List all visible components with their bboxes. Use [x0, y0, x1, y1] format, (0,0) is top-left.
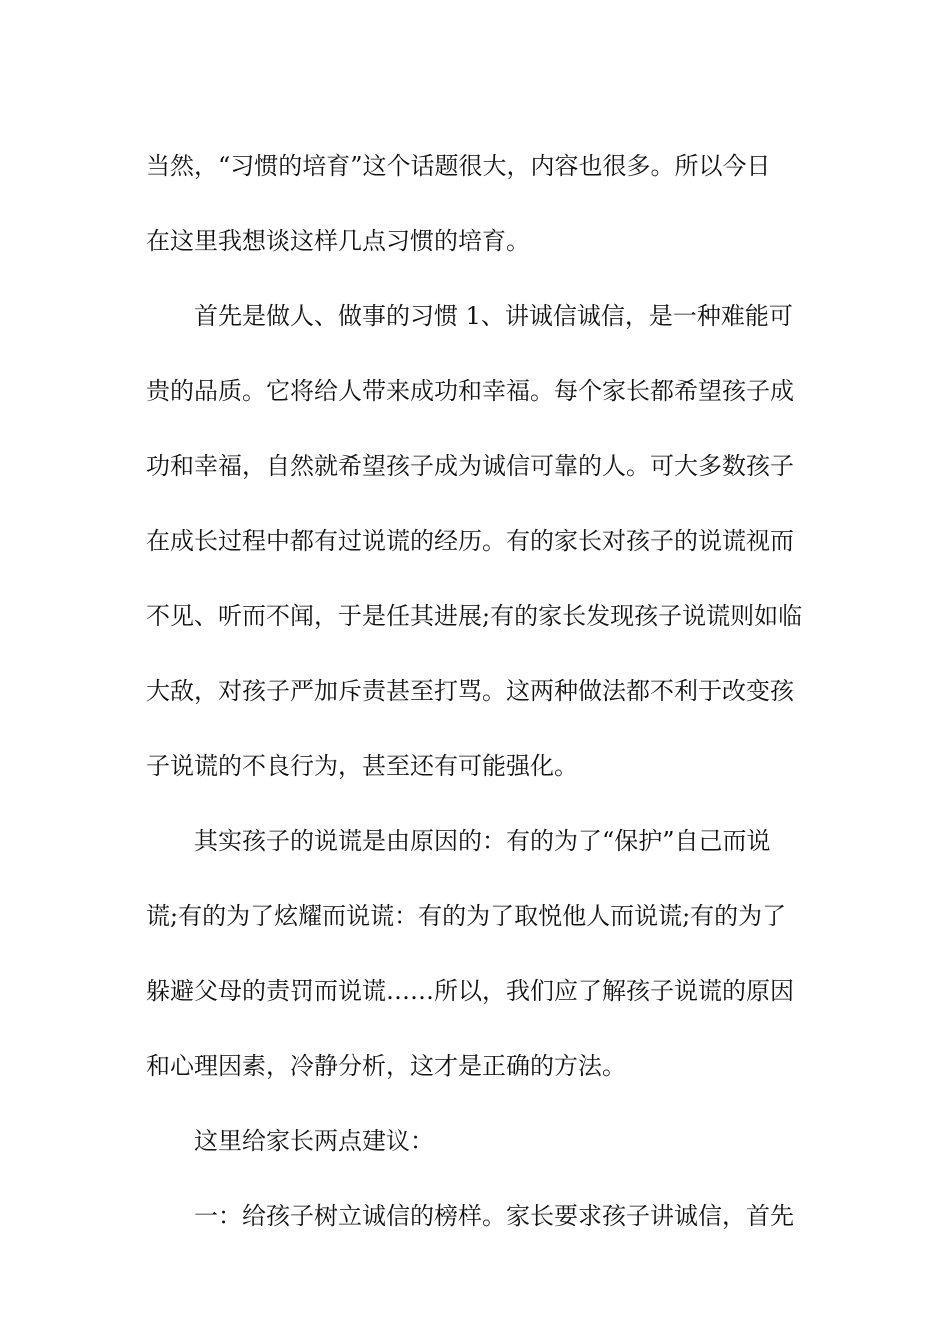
text-line: 不见、听而不闻，于是任其进展;有的家长发现孩子说谎则如临: [146, 602, 803, 630]
text-line: 首先是做人、做事的习惯 1、讲诚信诚信，是一种难能可: [194, 302, 793, 330]
text-line: 在这里我想谈这样几点习惯的培育。: [146, 227, 530, 255]
text-line: 谎;有的为了炫耀而说谎：有的为了取悦他人而说谎;有的为了: [146, 902, 787, 930]
text-line: 一：给孩子树立诚信的榜样。家长要求孩子讲诚信，首先: [194, 1202, 794, 1230]
text-line: 子说谎的不良行为，甚至还有可能强化。: [146, 752, 578, 780]
text-line: 在成长过程中都有过说谎的经历。有的家长对孩子的说谎视而: [146, 527, 794, 555]
text-line: 功和幸福，自然就希望孩子成为诚信可靠的人。可大多数孩子: [146, 452, 794, 480]
document-body: [146, 129, 806, 1254]
text-line: 这里给家长两点建议：: [194, 1127, 434, 1155]
text-line: 其实孩子的说谎是由原因的：有的为了“保护”自己而说: [194, 827, 771, 855]
text-line: 和心理因素，冷静分析，这才是正确的方法。: [146, 1052, 626, 1080]
text-line: 大敌，对孩子严加斥责甚至打骂。这两种做法都不利于改变孩: [146, 677, 794, 705]
text-line: 躲避父母的责罚而说谎……所以，我们应了解孩子说谎的原因: [146, 977, 794, 1005]
text-line: 当然，“习惯的培育”这个话题很大，内容也很多。所以今日: [146, 152, 771, 180]
text-line: 贵的品质。它将给人带来成功和幸福。每个家长都希望孩子成: [146, 377, 794, 405]
